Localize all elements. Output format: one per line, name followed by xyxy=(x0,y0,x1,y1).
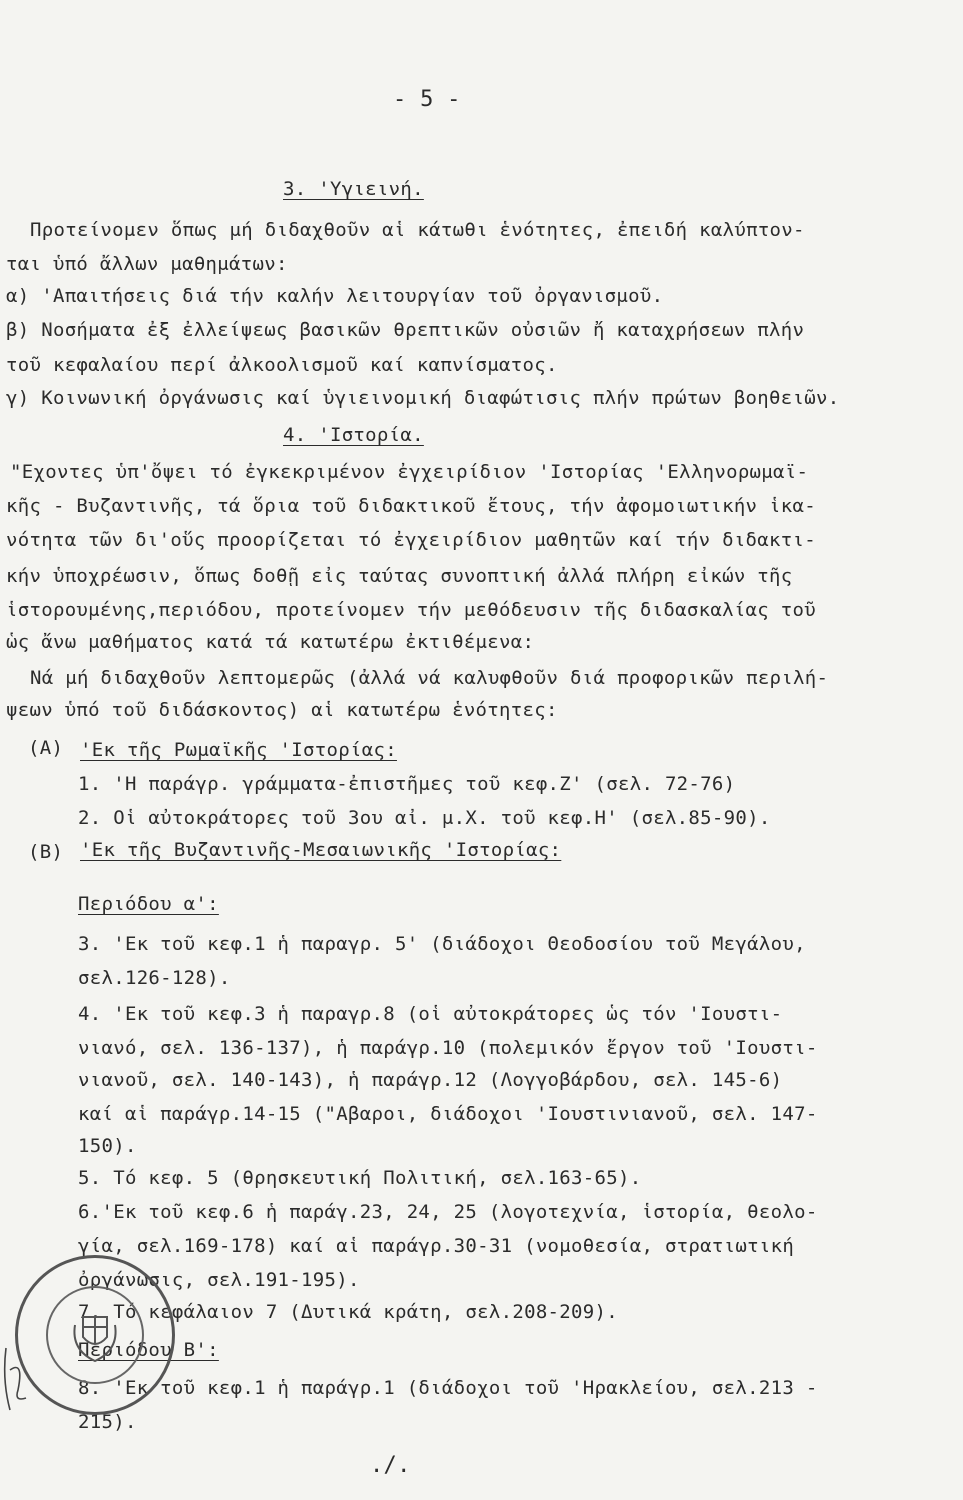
body-line: "Εχοντες ὑπ'ὄψει τό ἐγκεκριμένον ἐγχειρίδιον 'Ιστορίας 'Ελληνορωμαϊ- xyxy=(10,461,809,483)
period-a-line: 4. 'Εκ τοῦ κεφ.3 ἡ παραγρ.8 (οἱ αὐτοκράτορες ὡς τόν 'Ιουστι- xyxy=(78,1003,783,1025)
section-4-heading: 4. 'Ιστορία. xyxy=(283,424,424,446)
signature-scribble xyxy=(0,1340,40,1420)
period-a-title: Περιόδου α': xyxy=(78,893,219,915)
continuation-mark: ./. xyxy=(370,1453,411,1478)
part-b-label: (Β) xyxy=(28,841,64,863)
body-line: τοῦ κεφαλαίου περί ἀλκοολισμοῦ καί καπνίσματος. xyxy=(6,354,558,376)
period-b-title: Περιόδου Β': xyxy=(78,1339,219,1361)
body-line: Νά μή διδαχθοῦν λεπτομερῶς (ἀλλά νά καλυφθοῦν διά προφορικῶν περιλή- xyxy=(30,667,829,689)
page-number: - 5 - xyxy=(393,87,461,112)
period-a-line: γία, σελ.169-178) καί αἱ παράγρ.30-31 (νομοθεσία, στρατιωτική xyxy=(78,1235,795,1257)
part-a-label: (Α) xyxy=(28,737,64,759)
period-a-line: 5. Τό κεφ. 5 (θρησκευτική Πολιτική, σελ.163-65). xyxy=(78,1167,642,1189)
period-a-line: νιανό, σελ. 136-137), ἡ παράγρ.10 (πολεμικόν ἔργον τοῦ 'Ιουστι- xyxy=(78,1037,818,1059)
period-a-line: ὀργάνωσις, σελ.191-195). xyxy=(78,1269,360,1291)
body-line: β) Νοσήματα ἐξ ἐλλείψεως βασικῶν θρεπτικῶν οὐσιῶν ἤ καταχρήσεων πλήν xyxy=(6,319,805,341)
body-line: κήν ὑποχρέωσιν, ὅπως δοθῇ εἰς ταύτας συνοπτική ἀλλά πλήρη εἰκών τῆς xyxy=(6,565,793,587)
body-line: ὡς ἄνω μαθήματος κατά τά κατωτέρω ἐκτιθέμενα: xyxy=(6,631,535,653)
period-a-line: καί αἱ παράγρ.14-15 ("Αβαροι, διάδοχοι 'Ιουστινιανοῦ, σελ. 147- xyxy=(78,1103,818,1125)
body-line: γ) Κοινωνική ὀργάνωσις καί ὑγιεινομική διαφώτισις πλήν πρώτων βοηθειῶν. xyxy=(6,387,840,409)
part-a-item: 1. 'Η παράγρ. γράμματα-ἐπιστῆμες τοῦ κεφ.Ζ' (σελ. 72-76) xyxy=(78,773,736,795)
body-line: νότητα τῶν δι'οὕς προορίζεται τό ἐγχειρίδιον μαθητῶν καί τήν διδακτι- xyxy=(6,529,816,551)
part-a-title: 'Εκ τῆς Ρωμαϊκῆς 'Ιστορίας: xyxy=(80,739,397,761)
section-3-heading: 3. 'Υγιεινή. xyxy=(283,178,424,200)
body-line: κῆς - Βυζαντινῆς, τά ὅρια τοῦ διδακτικοῦ ἔτους, τήν ἀφομοιωτικήν ἱκα- xyxy=(6,495,816,517)
period-a-line: 6.'Εκ τοῦ κεφ.6 ἡ παράγ.23, 24, 25 (λογοτεχνία, ἱστορία, θεολο- xyxy=(78,1201,818,1223)
period-a-line: 7. Τό κεφάλαιον 7 (Δυτικά κράτη, σελ.208-209). xyxy=(78,1301,618,1323)
body-line: α) 'Απαιτήσεις διά τήν καλήν λειτουργίαν τοῦ ὀργανισμοῦ. xyxy=(6,285,664,307)
period-a-line: σελ.126-128). xyxy=(78,967,231,989)
part-b-title: 'Εκ τῆς Βυζαντινῆς-Μεσαιωνικῆς 'Ιστορίας: xyxy=(80,839,562,861)
part-a-item: 2. Οἱ αὐτοκράτορες τοῦ 3ου αἰ. μ.Χ. τοῦ κεφ.Η' (σελ.85-90). xyxy=(78,807,771,829)
body-line: ται ὑπό ἄλλων μαθημάτων: xyxy=(6,253,288,275)
body-line: Προτείνομεν ὅπως μή διδαχθοῦν αἱ κάτωθι ἑνότητες, ἐπειδή καλύπτον- xyxy=(30,219,805,241)
period-b-line: 8. 'Εκ τοῦ κεφ.1 ἡ παράγρ.1 (διάδοχοι τοῦ 'Ηρακλείου, σελ.213 - xyxy=(78,1377,818,1399)
period-a-line: νιανοῦ, σελ. 140-143), ἡ παράγρ.12 (Λογγοβάρδου, σελ. 145-6) xyxy=(78,1069,783,1091)
period-a-line: 3. 'Εκ τοῦ κεφ.1 ἡ παραγρ. 5' (διάδοχοι Θεοδοσίου τοῦ Μεγάλου, xyxy=(78,933,806,955)
body-line: ψεων ὑπό τοῦ διδάσκοντος) αἱ κατωτέρω ἑνότητες: xyxy=(6,699,558,721)
body-line: ἱστορουμένης,περιόδου, προτείνομεν τήν μεθόδευσιν τῆς διδασκαλίας τοῦ xyxy=(6,599,816,621)
period-b-line: 215). xyxy=(78,1411,137,1433)
period-a-line: 150). xyxy=(78,1135,137,1157)
